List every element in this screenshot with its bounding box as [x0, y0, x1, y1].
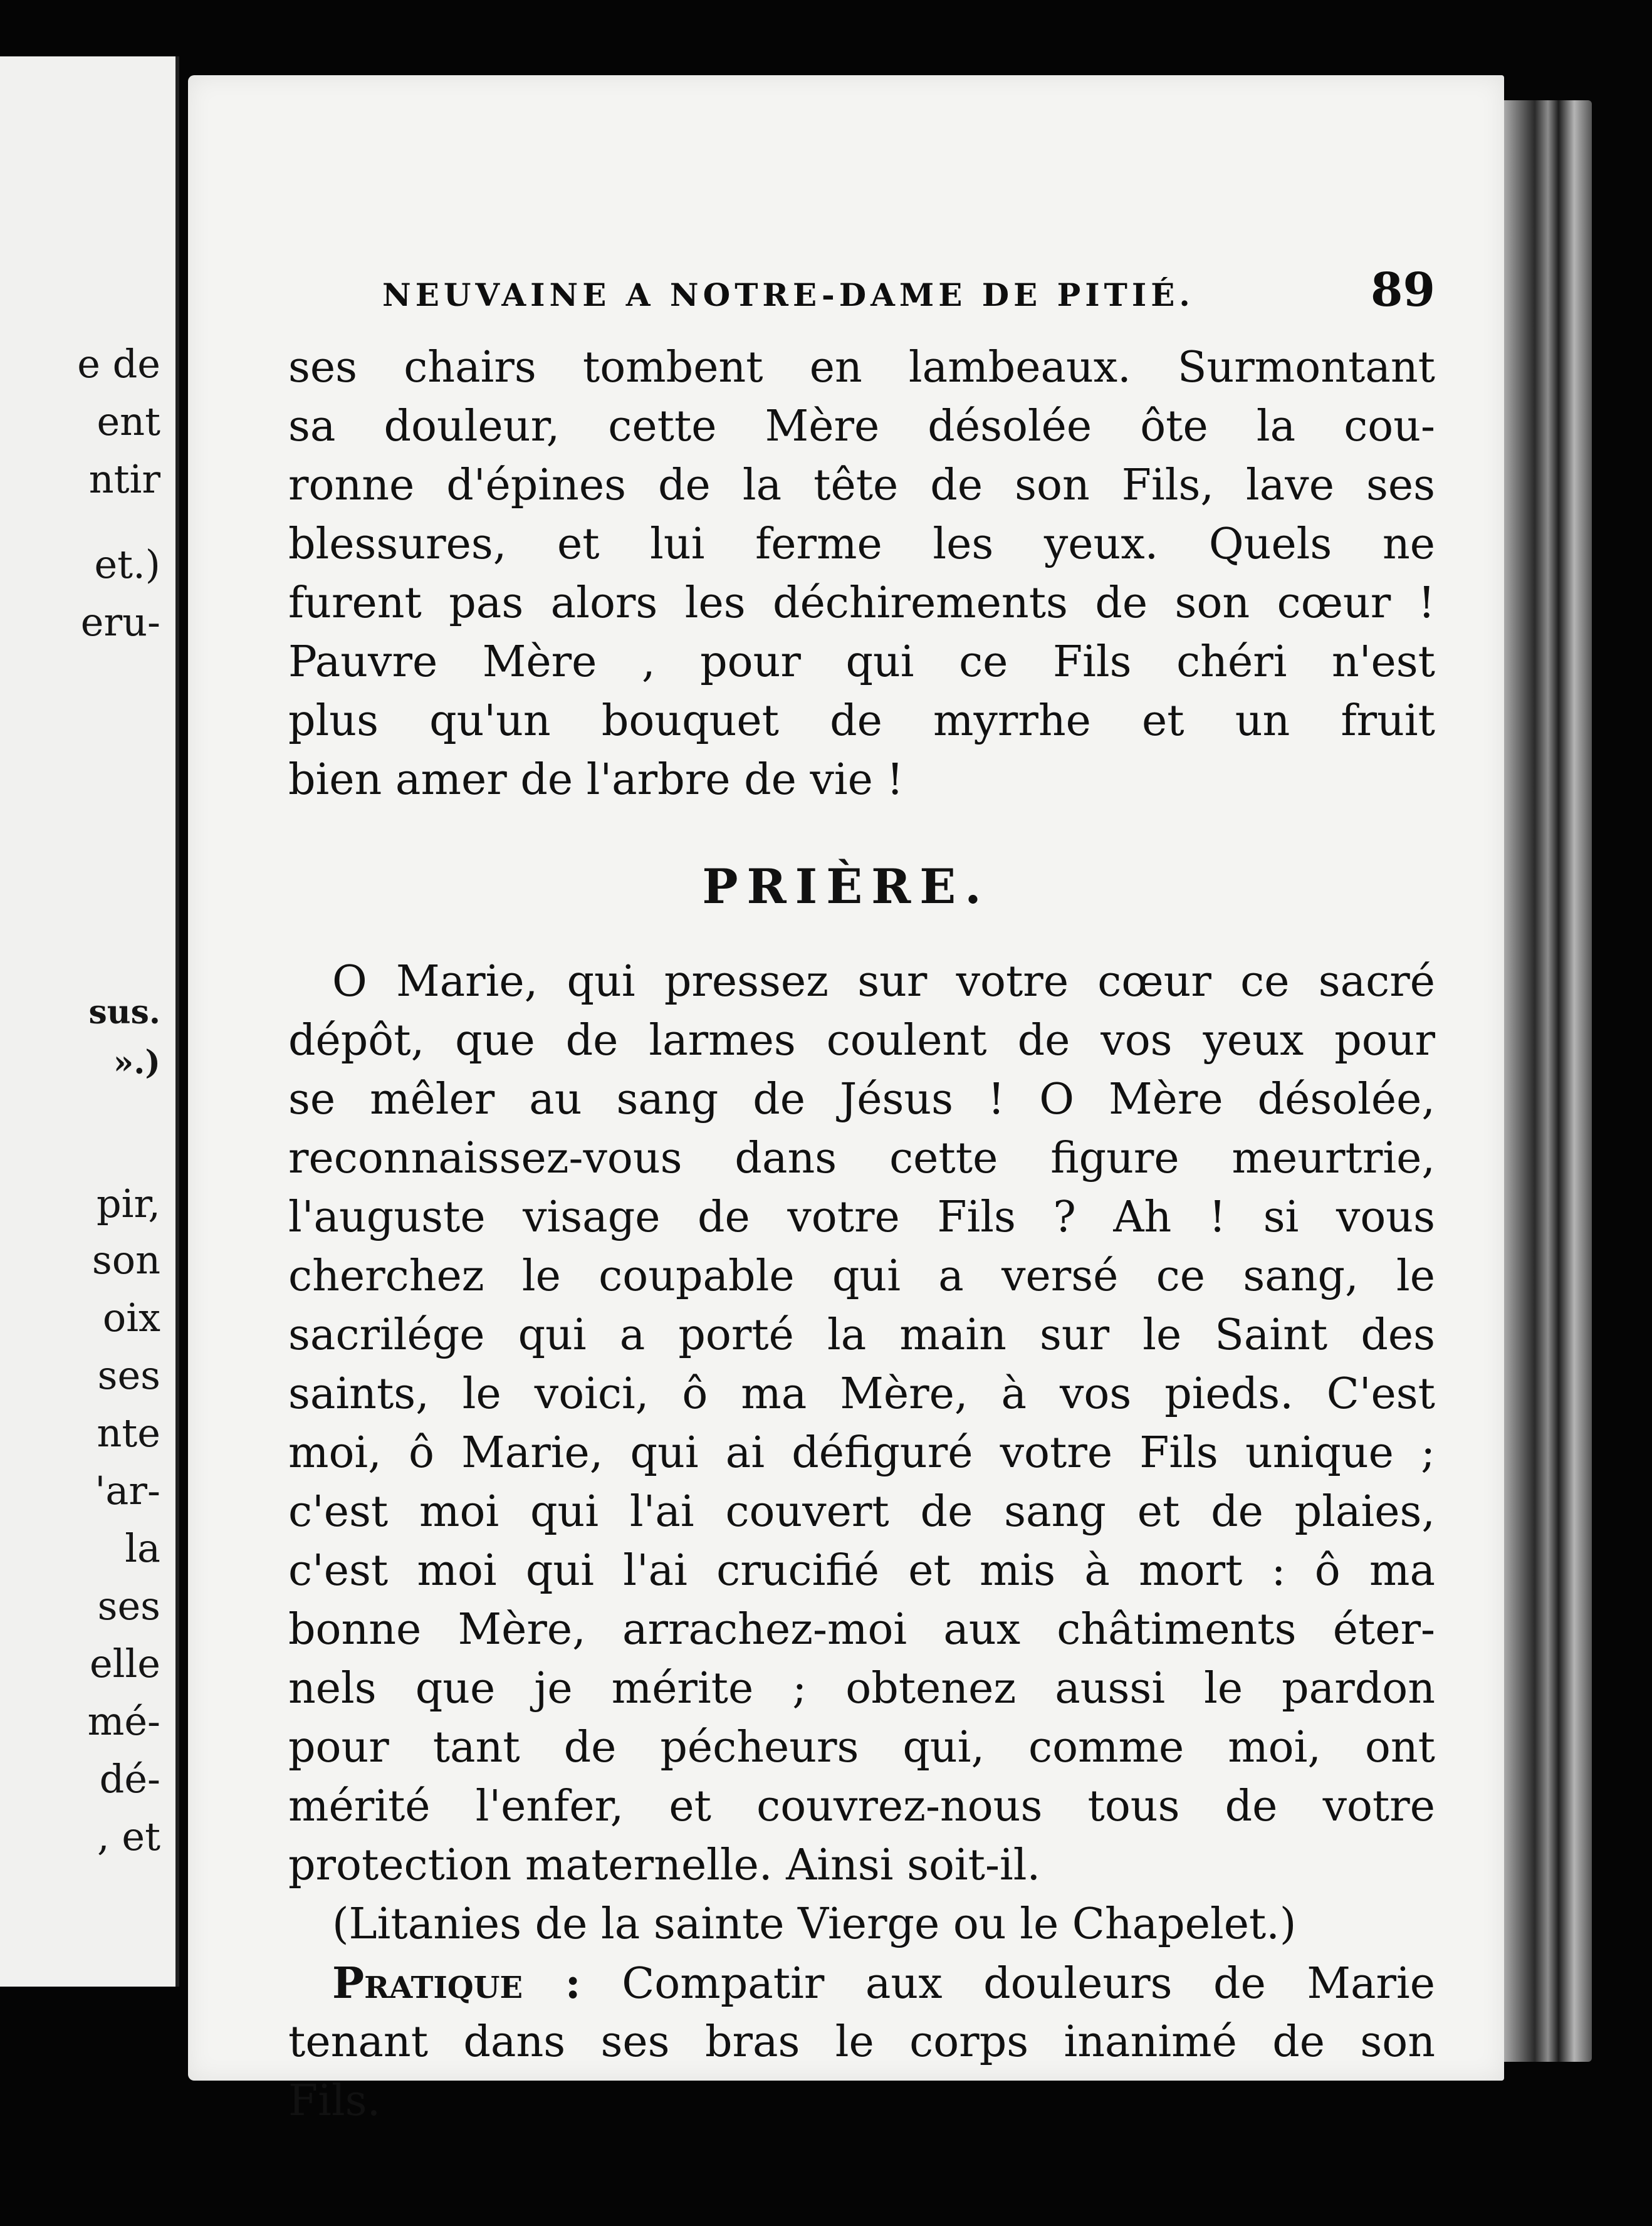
- left-fragment: , et: [97, 1814, 160, 1859]
- text-line: reconnaissez-vous dans cette figure meurtrie,: [288, 1134, 1435, 1183]
- page-number: 89: [1371, 263, 1435, 317]
- pratique-text: Compatir aux douleurs de Marie: [622, 1959, 1435, 2009]
- left-fragment: la: [125, 1525, 160, 1571]
- pratique-label: Pratique :: [332, 1958, 581, 2009]
- left-fragment: mé-: [87, 1698, 160, 1744]
- text-line: moi, ô Marie, qui ai défiguré votre Fils unique ;: [288, 1428, 1435, 1478]
- text-line: plus qu'un bouquet de myrrhe et un fruit: [288, 696, 1435, 746]
- running-title: NEUVAINE A NOTRE-DAME DE PITIÉ.: [382, 276, 1195, 313]
- prayer-text: [288, 953, 1435, 2131]
- text-line: ses chairs tombent en lambeaux. Surmontant: [288, 343, 1435, 392]
- left-fragment: pir,: [96, 1181, 160, 1226]
- left-fragment: dé-: [99, 1756, 160, 1802]
- text-line: Fils.: [288, 2076, 381, 2126]
- left-fragment: ses: [97, 1352, 160, 1398]
- pratique-line: [288, 1954, 1435, 2013]
- text-line: cherchez le coupable qui a versé ce sang, le: [288, 1251, 1435, 1301]
- text-line: nels que je mérite ; obtenez aussi le pardon: [288, 1664, 1435, 1713]
- text-line: bien amer de l'arbre de vie !: [288, 755, 904, 805]
- left-fragment: eru-: [80, 599, 160, 645]
- left-fragment: elle: [89, 1641, 160, 1686]
- running-header: [382, 263, 1435, 317]
- left-fragment: et.): [94, 541, 160, 587]
- section-heading: PRIÈRE.: [702, 859, 990, 914]
- text-line: se mêler au sang de Jésus ! O Mère désolée,: [288, 1075, 1435, 1124]
- left-fragment: e de: [77, 341, 160, 387]
- text-line: c'est moi qui l'ai crucifié et mis à mort : ô ma: [288, 1546, 1435, 1596]
- book-page: [188, 75, 1504, 2126]
- text-line: furent pas alors les déchirements de son cœur !: [288, 578, 1435, 628]
- text-line: pour tant de pécheurs qui, comme moi, ont: [288, 1723, 1435, 1772]
- left-fragment: 'ar-: [95, 1468, 160, 1513]
- text-line: c'est moi qui l'ai couvert de sang et de plaies,: [288, 1487, 1435, 1537]
- text-line: ronne d'épines de la tête de son Fils, lave ses: [288, 461, 1435, 510]
- left-fragment: nte: [97, 1410, 160, 1456]
- left-fragment: ntir: [88, 456, 160, 502]
- text-line: sa douleur, cette Mère désolée ôte la cou-: [288, 402, 1435, 451]
- left-fragment: ».): [113, 1043, 160, 1082]
- left-fragment: oix: [102, 1295, 160, 1340]
- text-line: dépôt, que de larmes coulent de vos yeux pour: [288, 1016, 1435, 1065]
- previous-page-fragment: [0, 56, 179, 1987]
- left-fragment: sus.: [88, 993, 160, 1032]
- text-line: sacrilége qui a porté la main sur le Saint des: [288, 1310, 1435, 1360]
- text-line: tenant dans ses bras le corps inanimé de son: [288, 2017, 1435, 2067]
- text-line: bonne Mère, arrachez-moi aux châtiments éter-: [288, 1605, 1435, 1654]
- paragraph-1: [288, 338, 1435, 810]
- text-line: protection maternelle. Ainsi soit-il.: [288, 1841, 1041, 1890]
- text-line: O Marie, qui pressez sur votre cœur ce sacré: [332, 957, 1435, 1006]
- litanies-note: (Litanies de la sainte Vierge ou le Chapelet.): [332, 1899, 1297, 1949]
- text-line: saints, le voici, ô ma Mère, à vos pieds. C'est: [288, 1369, 1435, 1419]
- book-page-edges: [1504, 100, 1592, 2062]
- left-fragment: ses: [97, 1583, 160, 1629]
- text-line: blessures, et lui ferme les yeux. Quels ne: [288, 520, 1435, 569]
- text-line: Pauvre Mère , pour qui ce Fils chéri n'est: [288, 637, 1435, 687]
- left-fragment: son: [91, 1237, 160, 1283]
- text-line: mérité l'enfer, et couvrez-nous tous de votre: [288, 1782, 1435, 1831]
- text-line: l'auguste visage de votre Fils ? Ah ! si vous: [288, 1193, 1435, 1242]
- left-fragment: ent: [97, 399, 160, 444]
